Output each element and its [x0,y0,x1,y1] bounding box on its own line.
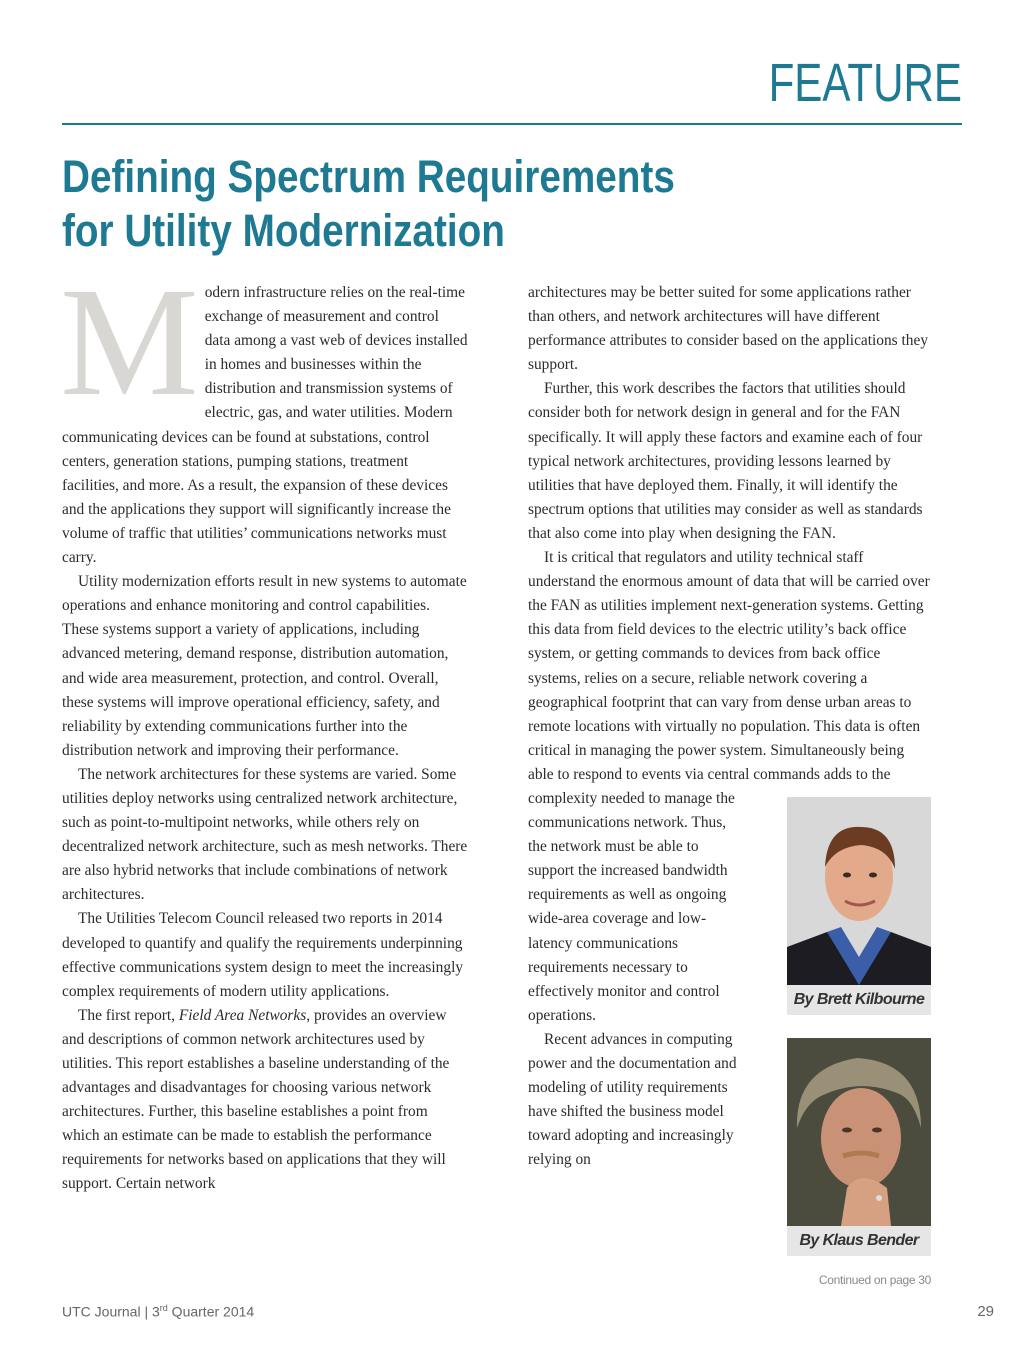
dropcap: M [60,255,199,428]
author-photo-1 [787,797,931,985]
continued-note: Continued on page 30 [818,1273,931,1287]
author-photo-2 [787,1038,931,1226]
title-line-1: Defining Spectrum Requirements [62,151,675,202]
page-number: 29 [977,1303,994,1320]
left-column [60,255,468,1197]
paragraph-5-post: , provides an overview and descriptions of common network architectures used by utilities. This report establishes a baseline understanding of the advantages and disadvantages for choosing various network architectures. Further, this baseline establishes a point from which an estimate can be made to establish the performance requirements for networks based on applications that they will support. Certain network [62,1006,450,1193]
section-label: FEATURE [768,53,962,113]
paragraph-9: Recent advances in computing power and the documentation and modeling of utility requirements have shifted the business model toward adopting and increasingly relying on [528,1030,737,1169]
paragraph-2: Utility modernization efforts result in new systems to automate operations and enhance monitoring and control capabilities. These systems support a variety of applications, including advanced metering, demand response, distribution automation, and wide area measurement, protection, and control. Overall, these systems will improve operational efficiency, safety, and reliability by extending communications further into the distribution network and improving their performance. [62,573,467,759]
author-byline-2: By Klaus Bender [799,1232,919,1249]
paragraph-7: Further, this work describes the factors that utilities should consider both for network design in general and for the FAN specifically. It will apply these factors and examine each of four typical network architectures, providing lessons learned by utilities that have deployed them. Finally, it will identify the spectrum options that utilities may consider as well as standards that also come into play when designing the FAN. [528,380,923,542]
author-card-2 [787,1038,931,1256]
paragraph-1-text: odern infrastructure relies on the real-time exchange of measurement and control data among a vast web of devices installed in homes and businesses within the distribution and transmission systems of electric, gas, and water utilities. Modern communicating devices can be found at substations, control centers, generation stations, pumping stations, treatment facilities, and more. As a result, the expansion of these devices and the applications they support will significantly increase the volume of traffic that utilities’ communications networks must carry. [62,284,468,567]
footer-journal-text: UTC Journal | 3 [62,1303,160,1320]
footer-quarter: Quarter 2014 [167,1303,255,1320]
title-line-2: for Utility Modernization [62,205,505,256]
paragraph-8-text: It is critical that regulators and utility technical staff understand the enormous amount of data that will be carried over the FAN as utilities implement next-generation systems. Getting this data from field devices to the electric utility’s back office system, or getting commands to devices from back office systems, relies on a secure, reliable network covering a geographical footprint that can vary from dense urban areas to remote locations with virtually no population. This data is often critical in managing the power system. Simultaneously being able to respond to events via central commands adds to the complexity needed to manage the communications network. Thus, the network must be able to support the increased bandwidth requirements as well as ongoing wide-area coverage and low-latency communications requirements necessary to effectively monitor and control operations. [528,549,930,1024]
author-card-1 [787,797,931,1015]
author-byline-1: By Brett Kilbourne [793,991,925,1008]
article-title [62,150,836,258]
report-title: Field Area Networks [178,1006,307,1024]
footer-journal [62,1303,254,1320]
paragraph-6: architectures may be better suited for some applications rather than others, and network architectures will have different performance attributes to consider based on the applications they support. [528,284,929,374]
paragraph-3: The network architectures for these systems are varied. Some utilities deploy networks using centralized network architecture, such as point-to-multipoint networks, while others rely on decentralized network architecture, such as mesh networks. There are also hybrid networks that include combinations of network architectures. [62,765,468,904]
header-rule [62,123,962,125]
paragraph-5 [62,1004,468,1197]
paragraph-1 [60,255,468,570]
paragraph-4: The Utilities Telecom Council released two reports in 2014 developed to quantify and qualify the requirements underpinning effective communications system design to meet the increasingly complex requirements of modern utility applications. [62,910,464,1000]
paragraph-5-pre: The first report, [78,1006,179,1024]
footer-sup: rd [159,1303,168,1313]
